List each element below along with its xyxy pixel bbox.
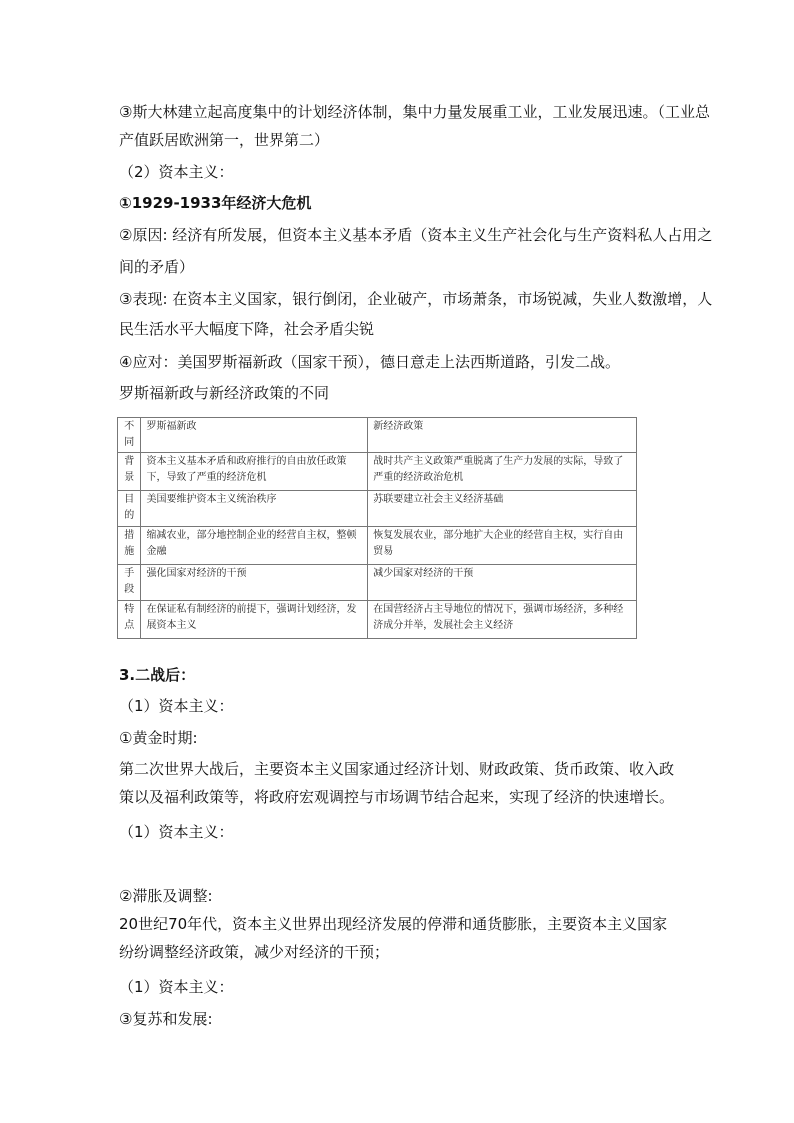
- crisis-cause-line-2: 间的矛盾）: [119, 258, 195, 276]
- table-row-means: [118, 565, 637, 601]
- nep-background: 战时共产主义政策严重脱离了生产力发展的实际，导致了严重的经济政治危机: [368, 453, 637, 491]
- capitalism-heading: （2）资本主义：: [119, 163, 234, 181]
- postwar-heading: 3.二战后：: [119, 666, 196, 684]
- stagflation-paragraph: 20世纪70年代，资本主义世界出现经济发展的停滞和通货膨胀，主要资本主义国家纷纷调整经济政策，减少对经济的干预；: [119, 915, 668, 961]
- table-header-row: [118, 418, 637, 453]
- recovery-title: ③复苏和发展:: [119, 1010, 213, 1028]
- row-label-background: 背景: [118, 453, 141, 491]
- nep-characteristics: 在国营经济占主导地位的情况下，强调市场经济，多种经济成分并举，发展社会主义经济: [368, 601, 637, 639]
- roosevelt-means: 强化国家对经济的干预: [141, 565, 368, 601]
- row-label-purpose: 目的: [118, 491, 141, 527]
- comparison-table-container: [117, 417, 637, 641]
- postwar-capitalism-heading-1: （1）资本主义：: [119, 697, 234, 715]
- table-row-measures: [118, 527, 637, 565]
- roosevelt-characteristics: 在保证私有制经济的前提下，强调计划经济，发展资本主义: [141, 601, 368, 639]
- header-difference: 不同: [118, 418, 141, 453]
- comparison-table: [117, 417, 637, 639]
- header-roosevelt: 罗斯福新政: [141, 418, 368, 453]
- row-label-measures: 措施: [118, 527, 141, 565]
- crisis-manifestation-line-2: 民生活水平大幅度下降，社会矛盾尖锐: [119, 320, 375, 338]
- nep-means: 减少国家对经济的干预: [368, 565, 637, 601]
- table-row-purpose: [118, 491, 637, 527]
- table-row-background: [118, 453, 637, 491]
- row-label-characteristics: 特点: [118, 601, 141, 639]
- crisis-response: ④应对：美国罗斯福新政（国家干预），德日意走上法西斯道路，引发二战。: [119, 353, 620, 371]
- comparison-title: 罗斯福新政与新经济政策的不同: [119, 384, 330, 402]
- roosevelt-background: 资本主义基本矛盾和政府推行的自由放任政策下，导致了严重的经济危机: [141, 453, 368, 491]
- table-row-characteristics: [118, 601, 637, 639]
- roosevelt-purpose: 美国要维护资本主义统治秩序: [141, 491, 368, 527]
- golden-age-paragraph: 第二次世界大战后，主要资本主义国家通过经济计划、财政政策、货币政策、收入政策以及福利政策等，将政府宏观调控与市场调节结合起来，实现了经济的快速增长。: [119, 760, 675, 806]
- postwar-capitalism-heading-2: （1）资本主义：: [119, 823, 234, 841]
- soviet-planned-economy-line-1: ③斯大林建立起高度集中的计划经济体制，集中力量发展重工业，工业发展迅速。（工业总: [119, 103, 710, 121]
- nep-measures: 恢复发展农业，部分地扩大企业的经营自主权，实行自由贸易: [368, 527, 637, 565]
- row-label-means: 手段: [118, 565, 141, 601]
- stagflation-title: ②滞胀及调整:: [119, 887, 213, 905]
- nep-purpose: 苏联要建立社会主义经济基础: [368, 491, 637, 527]
- economic-crisis-title: ①1929-1933年经济大危机: [119, 194, 312, 212]
- header-new-economic-policy: 新经济政策: [368, 418, 637, 453]
- crisis-manifestation-line-1: ③表现: 在资本主义国家，银行倒闭，企业破产，市场萧条，市场锐减，失业人数激增，人: [119, 290, 713, 308]
- golden-age-title: ①黄金时期:: [119, 729, 198, 747]
- crisis-cause-line-1: ②原因: 经济有所发展，但资本主义基本矛盾（资本主义生产社会化与生产资料私人占用之: [119, 226, 713, 244]
- roosevelt-measures: 缩减农业，部分地控制企业的经营自主权，整顿金融: [141, 527, 368, 565]
- soviet-planned-economy-line-2: 产值跃居欧洲第一，世界第二）: [119, 131, 330, 149]
- postwar-capitalism-heading-3: （1）资本主义：: [119, 978, 234, 996]
